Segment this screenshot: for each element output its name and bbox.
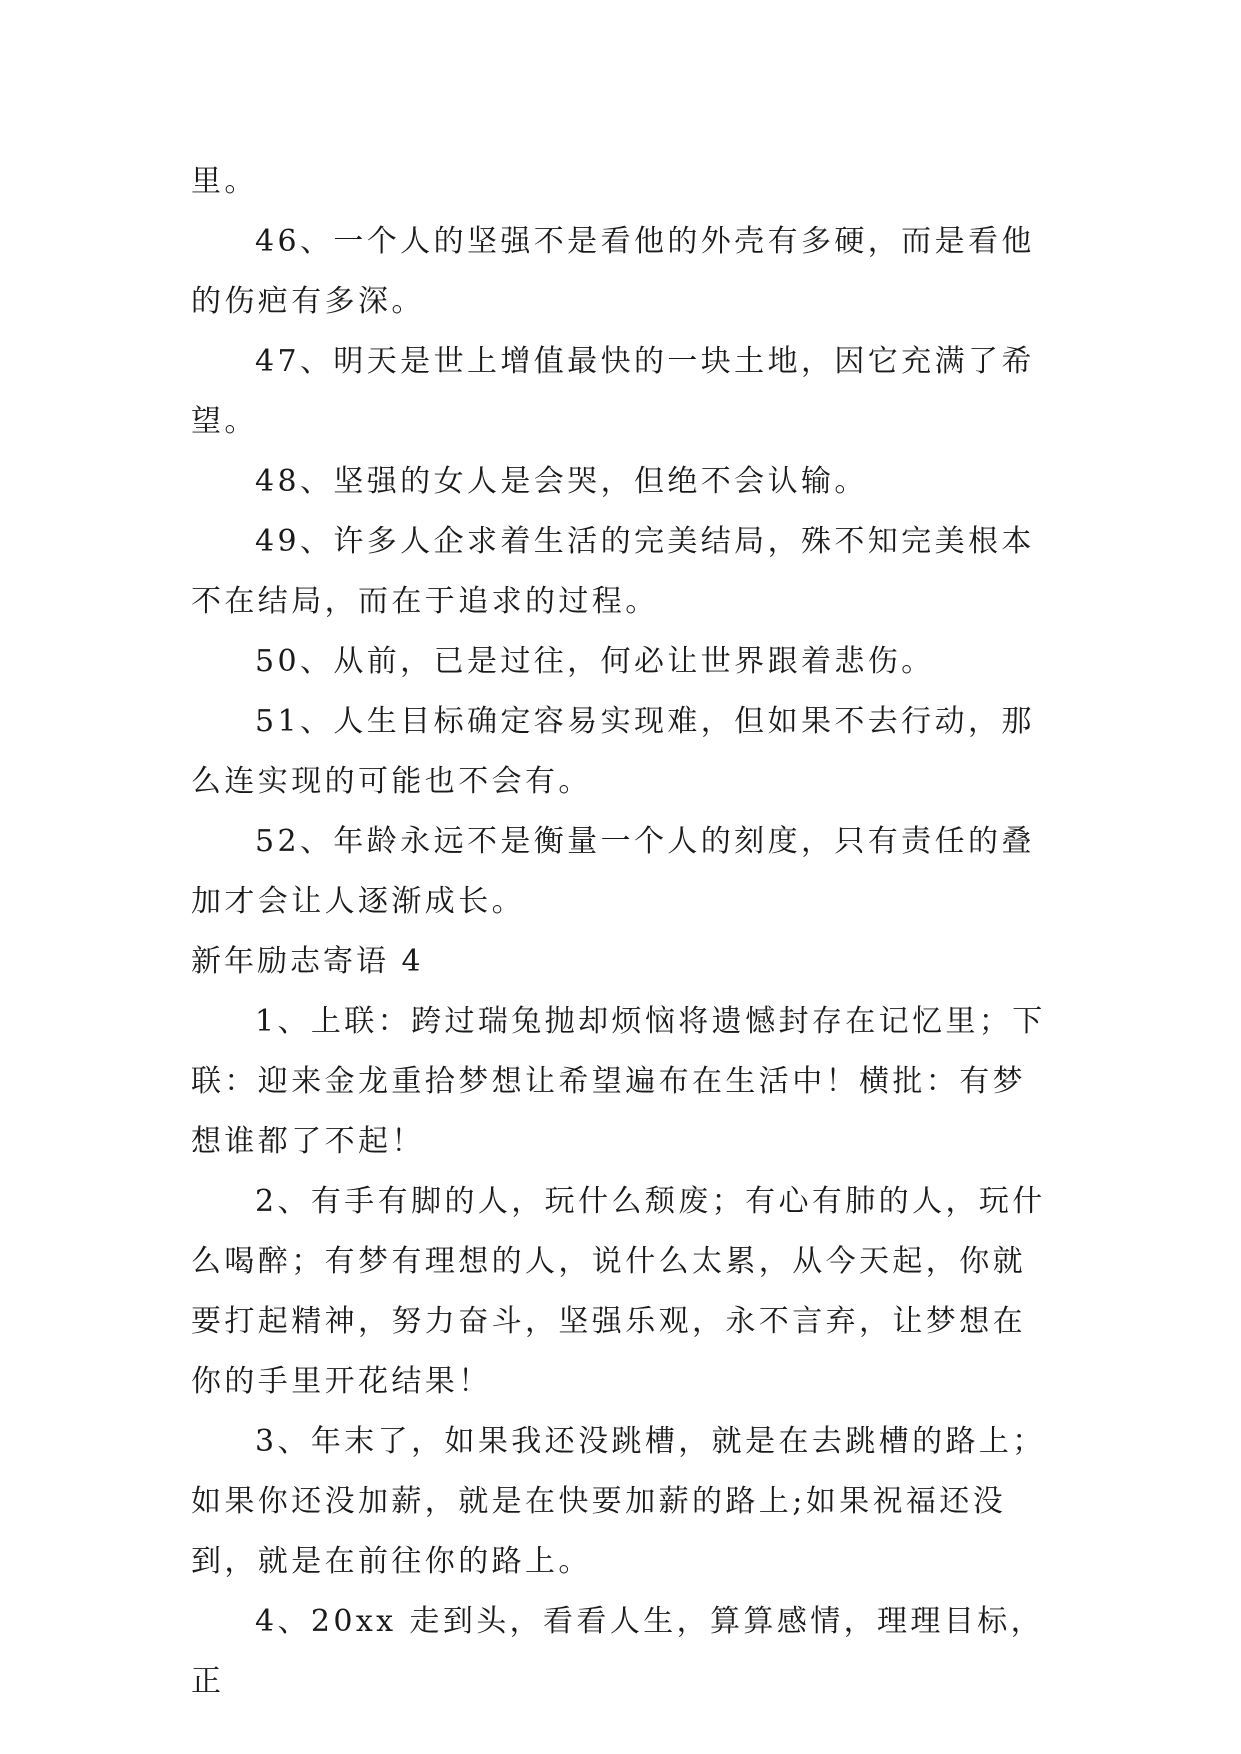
paragraph-46: 46、一个人的坚强不是看他的外壳有多硬，而是看他的伤疤有多深。 — [191, 224, 1035, 319]
paragraph-2: 2、有手有脚的人，玩什么颓废；有心有肺的人，玩什么喝醉；有梦有理想的人，说什么太累，从今天起，你就要打起精神，努力奋斗，坚强乐观，永不言弃，让梦想在你的手里开花结果！ — [191, 1184, 1046, 1399]
paragraph-4: 4、20xx 走到头，看看人生，算算感情，理理目标，正 — [191, 1604, 1045, 1699]
paragraph-49: 49、许多人企求着生活的完美结局，殊不知完美根本不在结局，而在于追求的过程。 — [191, 524, 1035, 619]
paragraph-continuation: 里。 — [191, 164, 258, 199]
paragraph-51: 51、人生目标确定容易实现难，但如果不去行动，那么连实现的可能也不会有。 — [191, 704, 1035, 799]
paragraph-50: 50、从前，已是过往，何必让世界跟着悲伤。 — [255, 644, 935, 679]
document-body — [191, 152, 1051, 1712]
paragraph-3: 3、年末了，如果我还没跳槽，就是在去跳槽的路上；如果你还没加薪，就是在快要加薪的路上;如果祝福还没到，就是在前往你的路上。 — [191, 1424, 1046, 1579]
paragraph-48: 48、坚强的女人是会哭，但绝不会认输。 — [255, 464, 868, 499]
paragraph-1: 1、上联：跨过瑞兔抛却烦恼将遗憾封存在记忆里；下联：迎来金龙重拾梦想让希望遍布在生活中！横批：有梦想谁都了不起！ — [191, 1004, 1046, 1159]
section-heading: 新年励志寄语 4 — [191, 944, 424, 979]
paragraph-47: 47、明天是世上增值最快的一块土地，因它充满了希望。 — [191, 344, 1035, 439]
paragraph-52: 52、年龄永远不是衡量一个人的刻度，只有责任的叠加才会让人逐渐成长。 — [191, 824, 1035, 919]
